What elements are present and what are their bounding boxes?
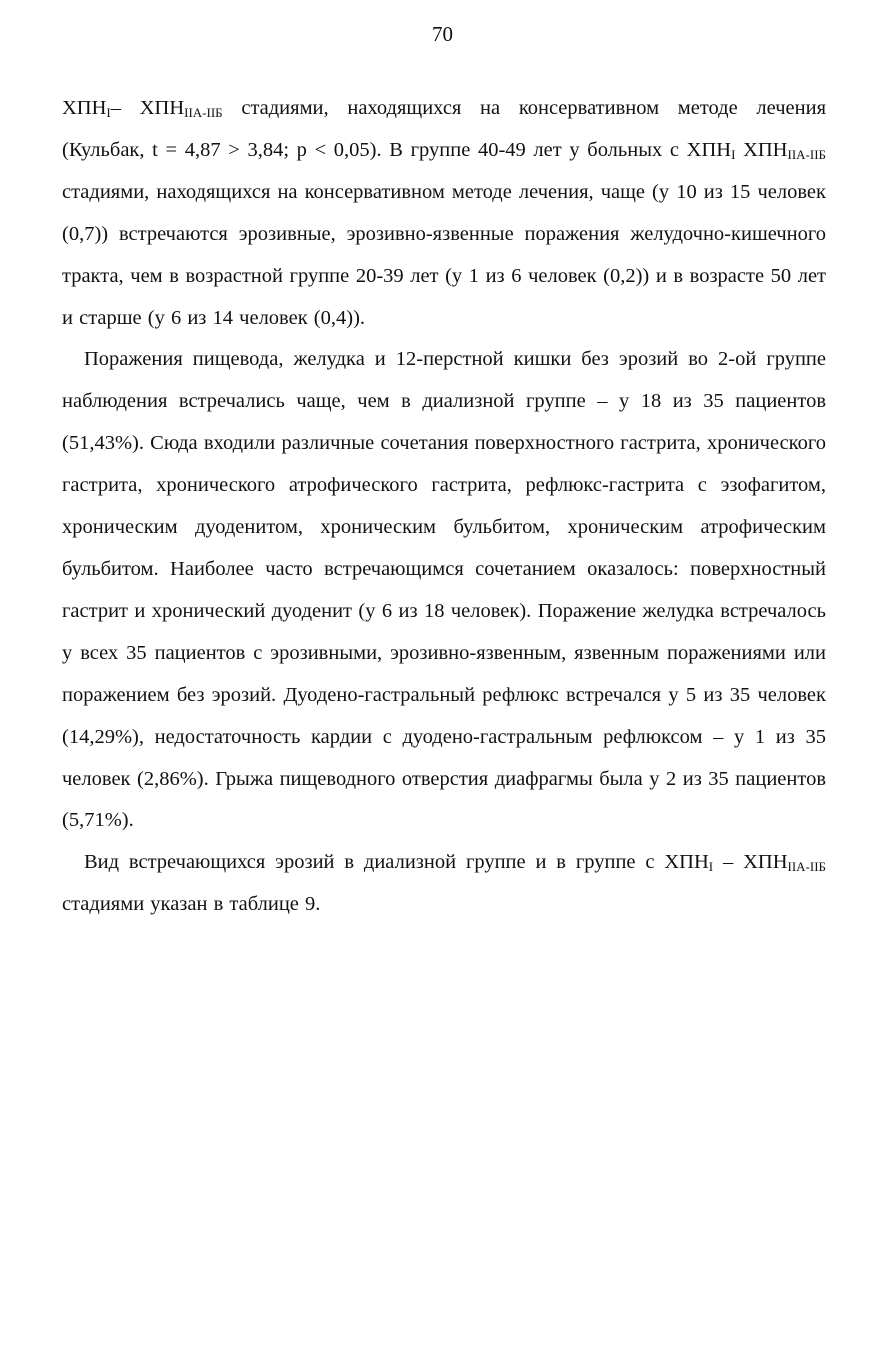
- text-run: – ХПН: [713, 851, 788, 874]
- subscript-stage: I: [708, 859, 714, 875]
- text-run: стадиями, находящихся на консервативном методе лечения, чаще (у 10 из 15 человек (0,7)) встречаются эрозивные, эрозивно-язвенные поражения желудочно-кишечного тракта, чем в возрастной группе 20-39 лет (у 1 из 6 человек (0,2)) и в возрасте 50 лет и старше (у 6 из 14 человек (0,4)).: [62, 180, 826, 329]
- text-run: Поражения пищевода, желудка и 12-перстной кишки без эрозий во 2-ой группе наблюдения встречались чаще, чем в диализной группе – у 18 из 35 пациентов (51,43%). Сюда входили различные сочетания поверхностного гастрита, хронического гастрита, хронического атрофического гастрита, рефлюкс-гастрита с эзофагитом, хроническим дуоденитом, хроническим бульбитом, хроническим атрофическим бульбитом. Наиболее часто встречающимся сочетанием оказалось: поверхностный гастрит и хронический дуоденит (у 6 из 18 человек). Поражение желудка встречалось у всех 35 пациентов с эрозивными, эрозивно-язвенным, язвенным поражениями или поражением без эрозий. Дуодено-гастральный рефлюкс встречался у 5 из 35 человек (14,29%), недостаточность кардии с дуодено-гастральным рефлюксом – у 1 из 35 человек (2,86%). Грыжа пищеводного отверстия диафрагмы была у 2 из 35 пациентов (5,71%).: [62, 348, 826, 832]
- text-run: – ХПН: [110, 97, 185, 119]
- document-body: [62, 88, 826, 926]
- paragraph-continuation: [62, 88, 826, 339]
- paragraph-table-reference: [62, 842, 826, 926]
- paragraph-lesions-without-erosion: [62, 339, 826, 842]
- text-run: стадиями, находящихся на консервативном методе лечения (Кульбак, t = 4,87 > 3,84; p < 0,05). В группе 40-49 лет у больных с ХПН: [62, 97, 826, 161]
- subscript-stage: IIА-IIБ: [787, 146, 826, 162]
- page-number: 70: [432, 22, 453, 46]
- text-run: ХПН: [62, 97, 107, 119]
- text-run: Вид встречающихся эрозий в диализной группе и в группе с ХПН: [84, 851, 709, 874]
- subscript-stage: IIА-IIБ: [787, 859, 826, 875]
- subscript-stage: I: [731, 146, 736, 162]
- subscript-stage: I: [106, 105, 111, 120]
- subscript-stage: IIА-IIБ: [184, 105, 223, 120]
- text-run: стадиями указан в таблице 9.: [62, 893, 321, 916]
- text-run: ХПН: [735, 138, 788, 161]
